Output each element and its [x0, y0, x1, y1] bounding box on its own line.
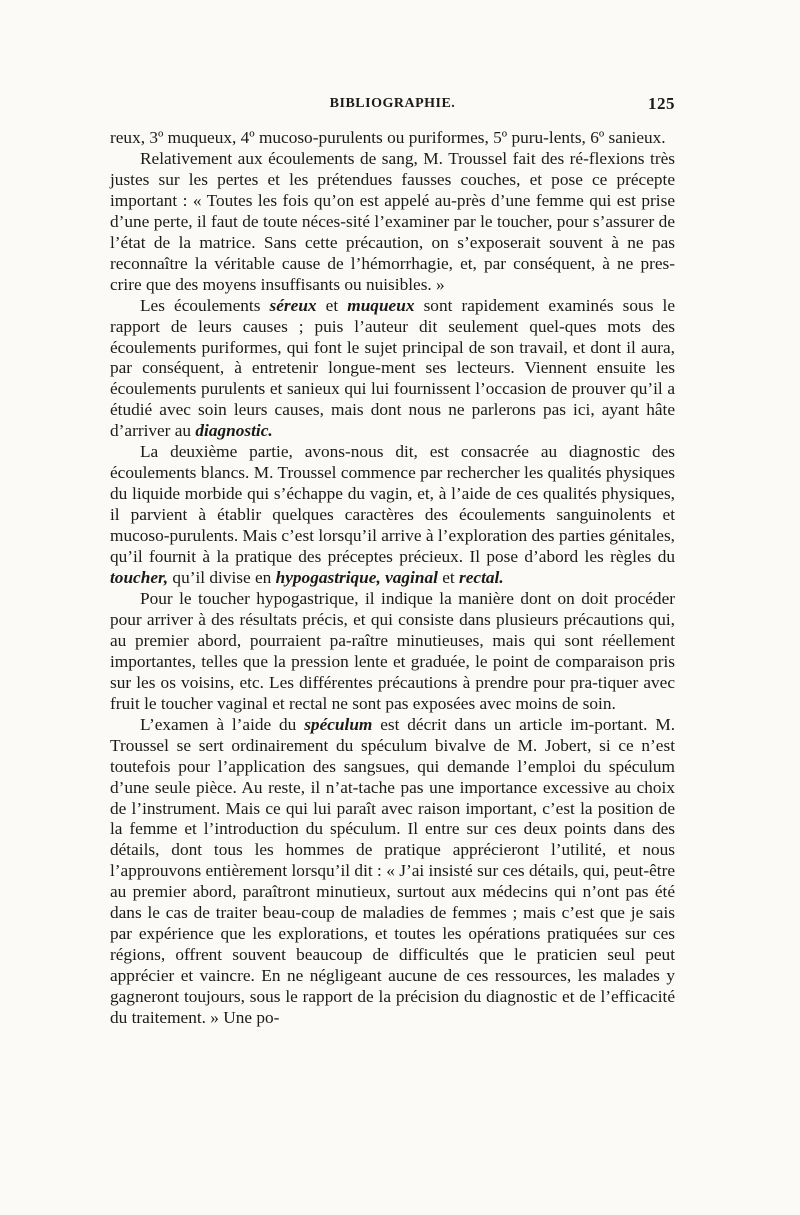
page-header: [110, 92, 675, 120]
italic-term: rectal.: [459, 568, 504, 588]
text-run: sont rapidement examinés sous le rapport de leurs causes ; puis l’auteur dit seulement quel-ques mots des écoulements puriformes, qui font le sujet principal de son travail, et dont il aura, par conséquent, à entretenir longue-ment ses lecteurs. Viennent ensuite les écoulements purulents et sanieux qui lui fournissent l’occasion de prouver qu’il a étudié avec soin leurs causes, mais dont nous ne parlerons pas ici, ayant hâte d’arriver au: [110, 295, 675, 441]
book-page: [110, 92, 675, 1029]
paragraph: [110, 149, 675, 296]
running-head: BIBLIOGRAPHIE.: [329, 96, 456, 111]
paragraph: [110, 442, 675, 589]
body-text: [110, 128, 675, 1029]
text-run: est décrit dans un article im-portant. M. Troussel se sert ordinairement du spéculum bivalve de M. Jobert, si ce n’est toutefois pour l’application des sangsues, qui demande l’emploi du spéculum d’une seule pièce. Au reste, il n’at-tache pas une importance excessive au choix de l’instrument. Mais ce qui lui paraît avec raison important, c’est la position de la femme et l’introduction du spéculum. Il entre sur ces deux points dans des détails, dont tous les hommes de pratique apprécieront l’utilité, et nous l’approuvons entièrement lorsqu’il dit : « J’ai insisté sur ces détails, qui, peut-être au premier abord, paraîtront minutieux, surtout aux médecins qui n’ont pas été dans le cas de traiter beau-coup de maladies de femmes ; mais c’est que je sais par expérience que les explorations, et toutes les opérations pratiquées sur ces régions, offrent souvent beaucoup de difficultés que le praticien seul peut apprécier et vaincre. En ne négligeant aucune de ces ressources, les malades y gagneront toujours, sous le rapport de la précision du diagnostic et de l’efficacité du traitement. » Une po-: [110, 714, 676, 1028]
text-run: qu’il divise en: [168, 568, 276, 588]
italic-term: muqueux: [347, 295, 415, 315]
italic-term: spéculum: [304, 714, 373, 734]
paragraph: [110, 296, 675, 443]
paragraph: [110, 589, 675, 715]
text-run: et: [437, 568, 460, 588]
text-run: et: [316, 295, 348, 315]
italic-term: diagnostic.: [195, 421, 273, 441]
text-run: Pour le toucher hypogastrique, il indique la manière dont on doit procéder pour arriver à des résultats précis, et qui consiste dans plusieurs précautions qui, au premier abord, pourraient pa-raître minutieuses, mais qui sont réellement importantes, telles que la pression lente et graduée, le point de comparaison pris sur les os voisins, etc. Les différentes précautions à prendre pour pra-tiquer avec fruit le toucher vaginal et rectal ne sont pas exposées avec moins de soin.: [110, 588, 675, 713]
italic-term: séreux: [269, 295, 317, 315]
text-run: Relativement aux écoulements de sang, M. Troussel fait des ré-flexions très justes sur les pertes et les prétendues fausses couches, et pose ce précepte important : « Toutes les fois qu’on est appelé au-près d’une femme qui est prise d’une perte, il faut de toute néces-sité l’examiner par le toucher, pour s’assurer de l’état de la matrice. Sans cette précaution, on s’exposerait souvent à ne pas reconnaître la véritable cause de l’hémorrhagie, et, par conséquent, à ne pres-crire que des moyens insuffisants ou nuisibles. »: [110, 148, 675, 294]
italic-term: toucher,: [110, 568, 169, 588]
text-run: La deuxième partie, avons-nous dit, est consacrée au diagnostic des écoulements blancs. M. Troussel commence par rechercher les qualités physiques du liquide morbide qui s’échappe du vagin, et, à l’aide de ces qualités physiques, il parvient à établir quelques caractères des écoulements sanguinolents et mucoso-purulents. Mais c’est lorsqu’il arrive à l’exploration des parties génitales, qu’il fournit à la pratique des préceptes précieux. Il pose d’abord les règles du: [110, 442, 675, 567]
text-run: L’examen à l’aide du: [140, 714, 305, 734]
italic-term: hypogastrique, vaginal: [275, 568, 438, 588]
paragraph: [110, 715, 675, 1029]
page-number: 125: [648, 94, 675, 113]
text-run: reux, 3º muqueux, 4º mucoso-purulents ou puriformes, 5º puru-lents, 6º sanieux.: [110, 128, 666, 147]
text-run: Les écoulements: [140, 295, 270, 315]
paragraph: [110, 128, 675, 149]
